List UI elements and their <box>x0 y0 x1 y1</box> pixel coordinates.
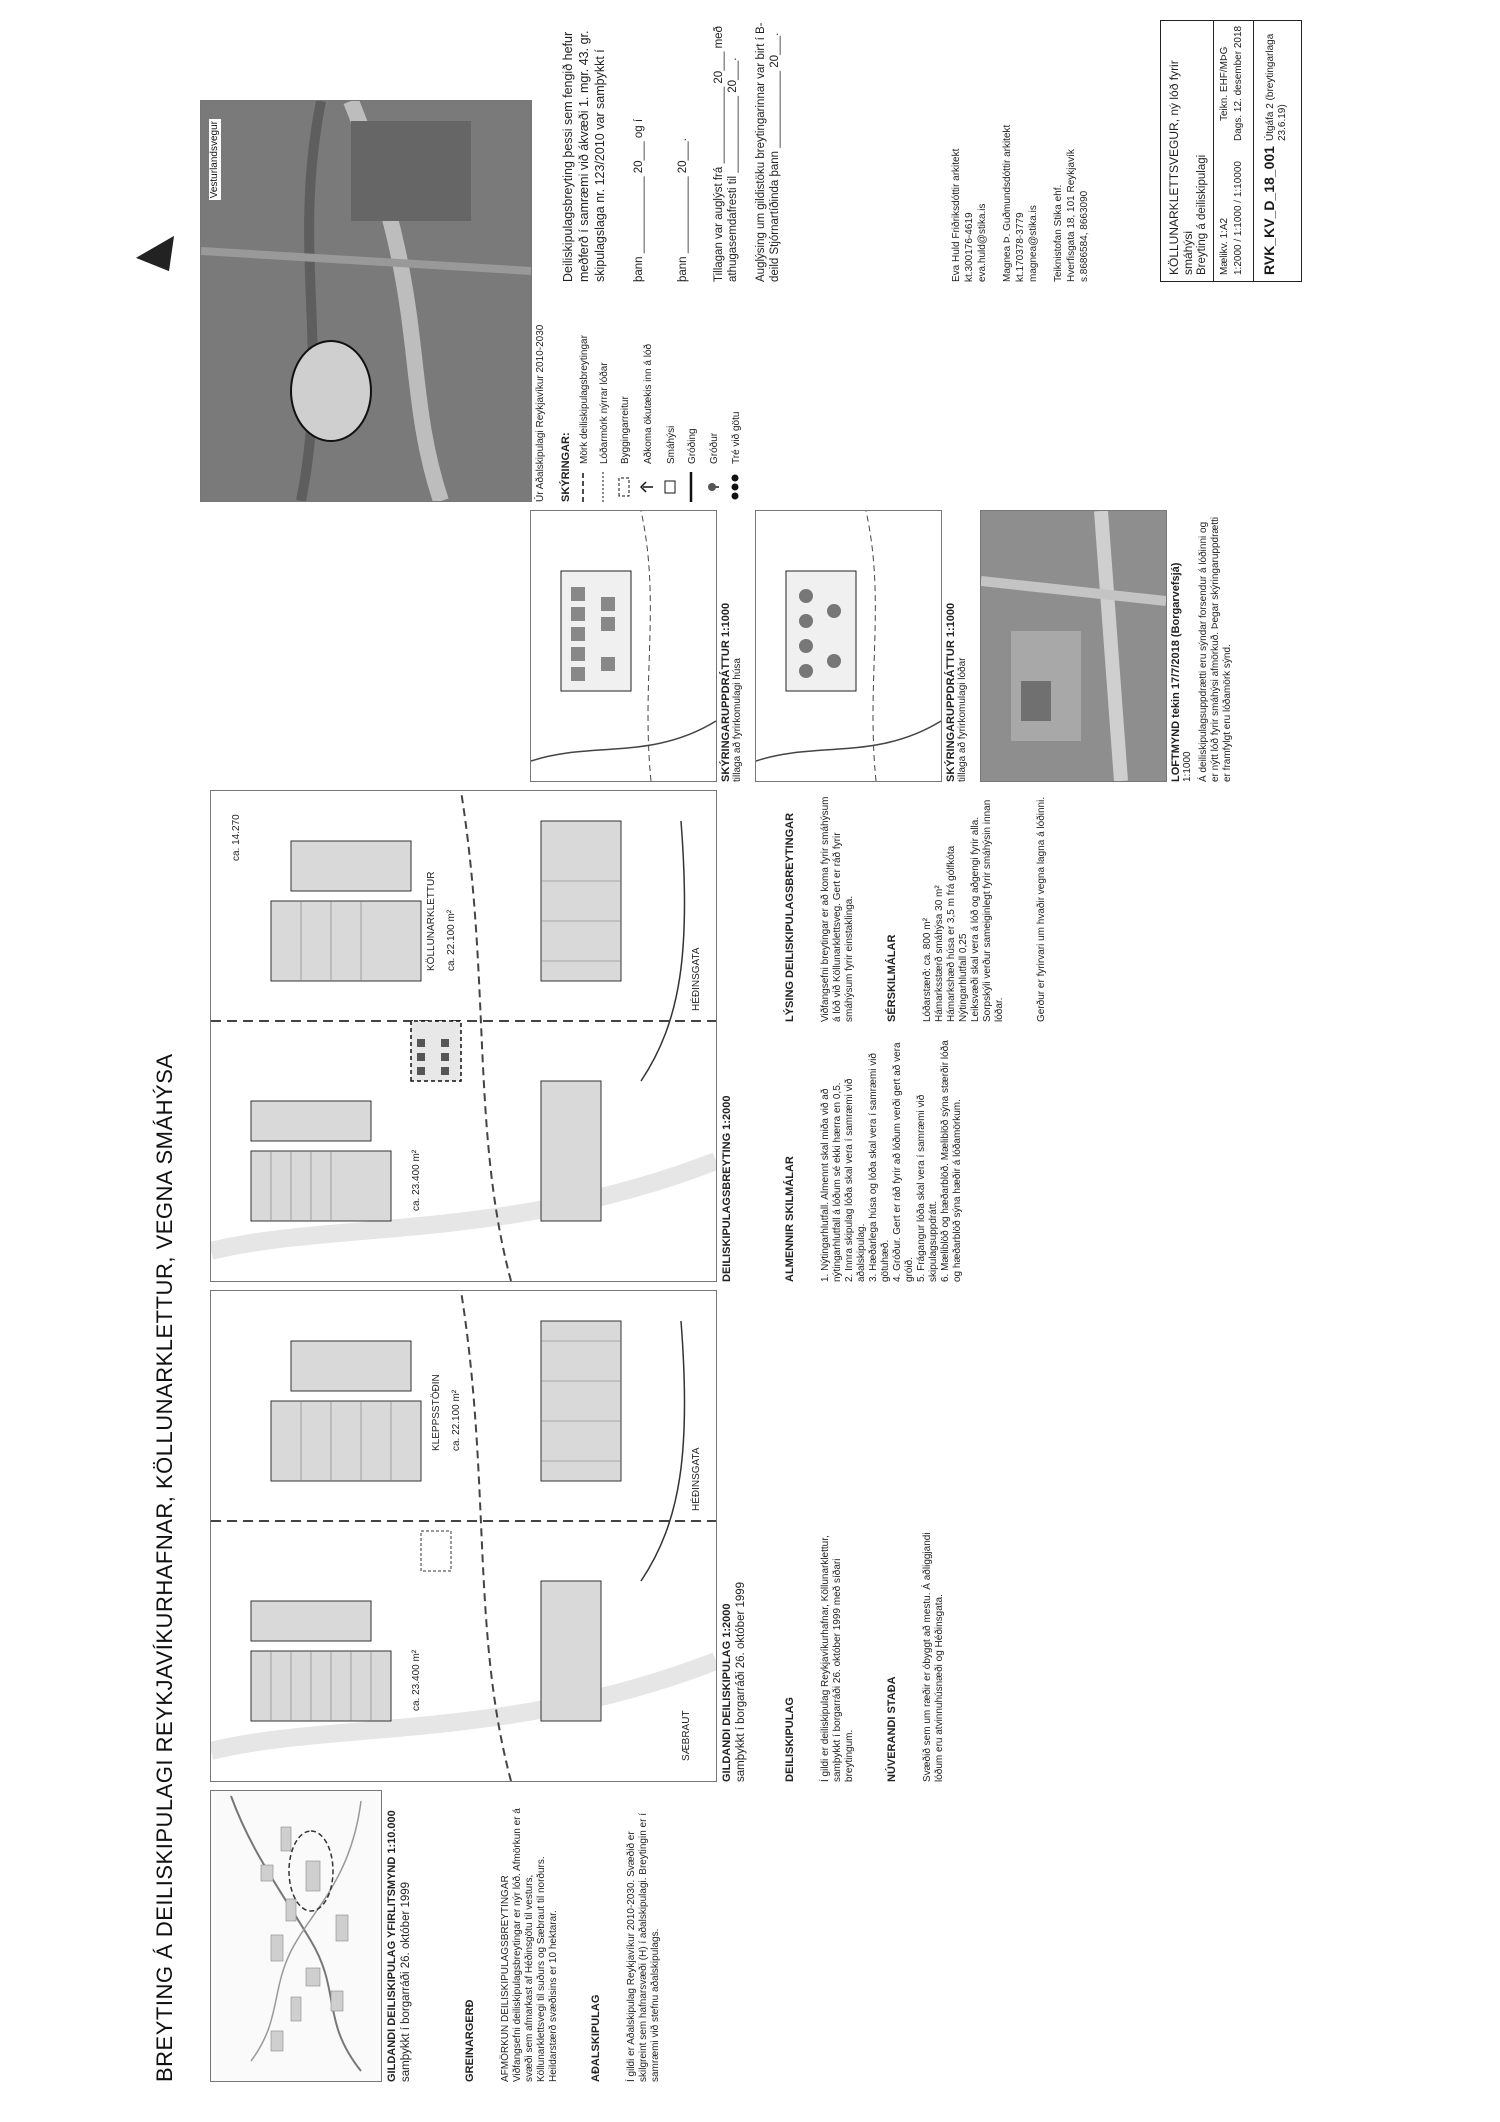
title-block-scale: 1:2000 / 1:1000 / 1:10000 <box>1233 161 1244 275</box>
inset-1-drawing <box>531 511 716 781</box>
photo-caption: LOFTMYND tekin 17/7/2018 (Borgarvefsjá) <box>1170 562 1182 782</box>
designers-block <box>950 22 1091 282</box>
adalskipulag-title: AÐALSKIPULAG <box>590 1994 602 2082</box>
sheet-title: BREYTING Á DEILISKIPULAGI REYKJAVÍKURHAFNAR, KÖLLUNARKLETTUR, VEGNA SMÁHÝSA <box>152 1053 177 2082</box>
current-plan-label-4: ca. 23.400 m² <box>411 1649 422 1711</box>
almennir-title: ALMENNIR SKILMÁLAR <box>784 1156 796 1282</box>
overview-map-drawing <box>211 1791 381 2081</box>
overview-caption-sub: samþykkt í borgarráði 26. október 1999 <box>400 1881 412 2082</box>
legend-item-label: Byggingarreitur <box>620 396 631 464</box>
current-plan-caption-sub: samþykkt í borgarráði 26. október 1999 <box>735 1581 747 1782</box>
line-icon <box>686 472 700 502</box>
legend-title: SKÝRINGAR: <box>560 432 572 502</box>
square-icon <box>664 472 680 502</box>
dash-box-icon <box>618 472 634 502</box>
zoning-road-label: Vesturlandsvegur <box>209 121 220 199</box>
zoning-caption: Úr Aðalskipulagi Reykjavíkur 2010-2030 <box>535 324 546 502</box>
legend-item <box>640 292 658 502</box>
new-plan-label-5: HÉÐINSGATA <box>691 947 702 1011</box>
approval-line-3: Tillagan var auglýst frá ____________ 20___ með athugasemdafresti til ____________ 20___. <box>713 26 739 282</box>
serskilmalar-title: SÉRSKILMÁLAR <box>886 934 898 1022</box>
legend-item-label: Aðkoma ökutækis inn á lóð <box>643 343 654 464</box>
studio-phone: s.8686584, 8663090 <box>1079 190 1090 282</box>
title-block-number: RVK_KV_D_18_001 <box>1261 146 1277 275</box>
new-plan-label-3: ca. 14.270 <box>231 814 242 861</box>
studio-address: Hverfisgata 18, 101 Reykjavík <box>1066 149 1077 282</box>
lysing-body: Viðfangsefni breytingar er að koma fyrir smáhýsum á lóð við Köllunarklettsveg. Gert er ráð fyrir smáhýsum fyrir einstaklinga. <box>820 793 855 1022</box>
approval-block <box>560 22 782 282</box>
legend-item-label: Tré við götu <box>731 411 742 464</box>
almennir-column <box>760 1032 988 1282</box>
title-block <box>1160 20 1302 282</box>
nuverandi-title: NÚVERANDI STAÐA <box>886 1676 898 1782</box>
inset-2-caption-title: SKÝRINGARUPPDRÁTTUR 1:1000 <box>945 602 957 782</box>
new-plan-caption-title: DEILISKIPULAGSBREYTING 1:2000 <box>721 1095 733 1282</box>
designer-2-name: Magnea Þ. Guðmundsdóttir arkitekt <box>1002 124 1013 282</box>
title-block-drawn: Teikn. EHF/MÞG <box>1219 46 1230 121</box>
current-plan-drawing <box>211 1291 716 1781</box>
designer-1-email: eva.huld@stika.is <box>977 203 988 282</box>
designer-2-kt: kt.170378-3779 <box>1015 212 1026 282</box>
dots-icon <box>730 472 744 502</box>
aerial-photo-drawing <box>981 511 1166 781</box>
legend-item <box>598 292 612 502</box>
designer-1-kt: kt.300176-4619 <box>964 212 975 282</box>
tree-icon <box>706 472 724 502</box>
overview-caption-title: GILDANDI DEILISKIPULAG YFIRLITSMYND 1:10.000 <box>386 1810 398 2082</box>
legend-item <box>578 292 592 502</box>
deiliskipulag-column <box>760 1529 970 1782</box>
title-block-subtitle: Breyting á deiliskipulagi <box>1196 154 1208 275</box>
title-block-version: Útgáfa 2 (breytingarlaga 23.6.19) <box>1265 33 1288 141</box>
approval-line-1: þann ____________ 20___ og í <box>633 118 645 282</box>
legend-items <box>578 292 744 502</box>
approval-line-4: Auglýsing um gildistöku breytingarinnar var birt í B-deild Stjórnartíðinda þann ____________ 20___. <box>755 22 781 282</box>
legend <box>560 292 744 502</box>
photo-scale: 1:1000 <box>1182 751 1193 782</box>
lysing-title: LÝSING DEILISKIPULAGSBREYTINGAR <box>784 812 796 1022</box>
current-plan-label-5: HÉÐINSGATA <box>691 1447 702 1511</box>
greinargerd-title: GREINARGERÐ <box>464 1999 476 2082</box>
new-plan-drawing <box>211 791 716 1281</box>
zoning-map <box>200 100 532 502</box>
greinargerd-column <box>440 1802 686 2082</box>
lysing-column <box>760 792 1072 1022</box>
arrow-icon <box>640 472 658 502</box>
inset-1-caption-sub: tillaga að fyrirkomulagi húsa <box>732 658 743 782</box>
studio-name: Teiknistofan Stika ehf. <box>1053 184 1064 282</box>
dash-line-icon <box>598 472 612 502</box>
inset-2-caption-sub: tillaga að fyrirkomulagi lóðar <box>957 657 968 782</box>
zoning-map-drawing <box>201 101 531 501</box>
current-plan-map <box>210 1290 717 1782</box>
designer-2-email: magnea@stika.is <box>1028 205 1039 282</box>
aerial-photo <box>980 510 1167 782</box>
new-plan-label-4: ca. 23.400 m² <box>411 1149 422 1211</box>
legend-item-label: Lóðarmörk nýrrar lóðar <box>599 362 610 464</box>
legend-item <box>686 292 700 502</box>
bottom-note: Gerður er fyrirvari um hvaðir vegna lagna á lóðinni. <box>1036 796 1047 1022</box>
approval-line-2: þann ____________ 20___. <box>677 138 689 282</box>
inset-1 <box>530 510 717 782</box>
legend-item <box>730 292 744 502</box>
current-plan-label-3: ca. 22.100 m² <box>451 1389 462 1451</box>
current-plan-label-2: KLEPPSSTÖÐIN <box>431 1374 442 1451</box>
overview-map <box>210 1790 382 2082</box>
legend-item-label: Smáhýsi <box>666 425 677 464</box>
legend-item-label: Gróður <box>709 432 720 464</box>
title-block-size: Mælikv. 1:A2 <box>1219 217 1230 275</box>
inset-2 <box>755 510 942 782</box>
dashed-line-icon <box>578 472 592 502</box>
legend-item-label: Mörk deiliskipulagsbreytingar <box>579 335 590 464</box>
photo-note: Á deiliskipulagsuppdrætti eru sýndar forsendur á lóðinni og er nýtt lóð fyrir smáhýsi afmörkuð. Þegar skýringaruppdrætti er framfylgt eru lóðamörk sýnd. <box>1198 516 1233 782</box>
serskilmalar-body: Lóðarstærð: ca. 800 m² Hámarksstærð smáhýsa 30 m² Hámarkshæð húsa er 3,5 m frá gólfkóta Nýtingarhlutfall 0,25 Leiksvæði skal vera á lóð og aðgengi fyrir alla. Sorpskýli verður sameiginlegt fyrir smáhýsin innan lóðar. <box>922 799 1005 1022</box>
deiliskipulag-body: Í gildi er deiliskipulag Reykjavíkurhafnar, Köllunarklettur, samþykkt í borgarráði 26. október 1999 með síðari breytingum. <box>820 1532 855 1782</box>
legend-item <box>664 292 680 502</box>
current-plan-label-1: SÆBRAUT <box>681 1710 692 1761</box>
adalskipulag-body: Í gildi er Aðalskipulag Reykjavíkur 2010-2030. Svæðið er skilgreint sem hafnarsvæði (H) í aðalskipulagi. Breytingin er í samræmi við stefnu aðalskipulags. <box>626 1810 661 2082</box>
current-plan-caption-title: GILDANDI DEILISKIPULAG 1:2000 <box>721 1603 733 1782</box>
designer-1-name: Eva Huld Friðriksdóttir arkitekt <box>951 148 962 282</box>
new-plan-label-1: KÖLLUNARKLETTUR <box>426 871 437 971</box>
title-block-project: KÖLLUNARKLETTSVEGUR, ný lóð fyrir smáhýsi <box>1167 60 1195 275</box>
new-plan-map <box>210 790 717 1282</box>
legend-item <box>706 292 724 502</box>
legend-item-label: Gróðing <box>687 428 698 464</box>
title-block-date: Dags. 12. desember 2018 <box>1233 25 1244 141</box>
approval-intro: Deiliskipulagsbreyting þessi sem fengið hefur meðferð í samræmi við ákvæði 1. mgr. 43. gr. skipulagslaga nr. 123/2010 var samþykkt í <box>561 30 607 282</box>
almennir-body: 1. Nýtingarhlutfall. Almennt skal miða við að nýtingarhlutfall á lóðum sé ekki hærra en 0,5. 2. Innra skipulag lóða skal vera í samræmi við aðalskipulag. 3. Hæðarlega húsa og lóða skal vera í samræmi við götuhæð. 4. Gróður. Gert er ráð fyrir að lóðum verði gert að vera gróið. 5. Frágangur lóða skal vera í samræmi við skipulagsuppdrátt. 6. Mæliblöð og hæðarblöð. Mæliblöð sýna stærðir lóða og hæðarblöð sýna hæðir á lóðamörkum. <box>820 1040 963 1282</box>
inset-1-caption-title: SKÝRINGARUPPDRÁTTUR 1:1000 <box>720 602 732 782</box>
nuverandi-body: Svæðið sem um ræðir er óbyggt að mestu. Á aðliggjandi lóðum eru atvinnuhúsnæði og Héðinsgata. <box>922 1529 945 1782</box>
new-plan-label-2: ca. 22.100 m² <box>446 909 457 971</box>
inset-2-drawing <box>756 511 941 781</box>
greinargerd-body: AFMÖRKUN DEILISKIPULAGSBREYTINGAR Viðfangsefni deiliskipulagsbreytingar er nýr lóð. Afmörkun er á svæði sem afmarkast af Héðinsgötu til vesturs, Köllunarklettsvegi til suðurs og Sæbraut til norðurs. Heildarstærð svæðisins er 10 hektarar. <box>500 1808 559 2082</box>
legend-item <box>618 292 634 502</box>
deiliskipulag-title: DEILISKIPULAG <box>784 1697 796 1782</box>
